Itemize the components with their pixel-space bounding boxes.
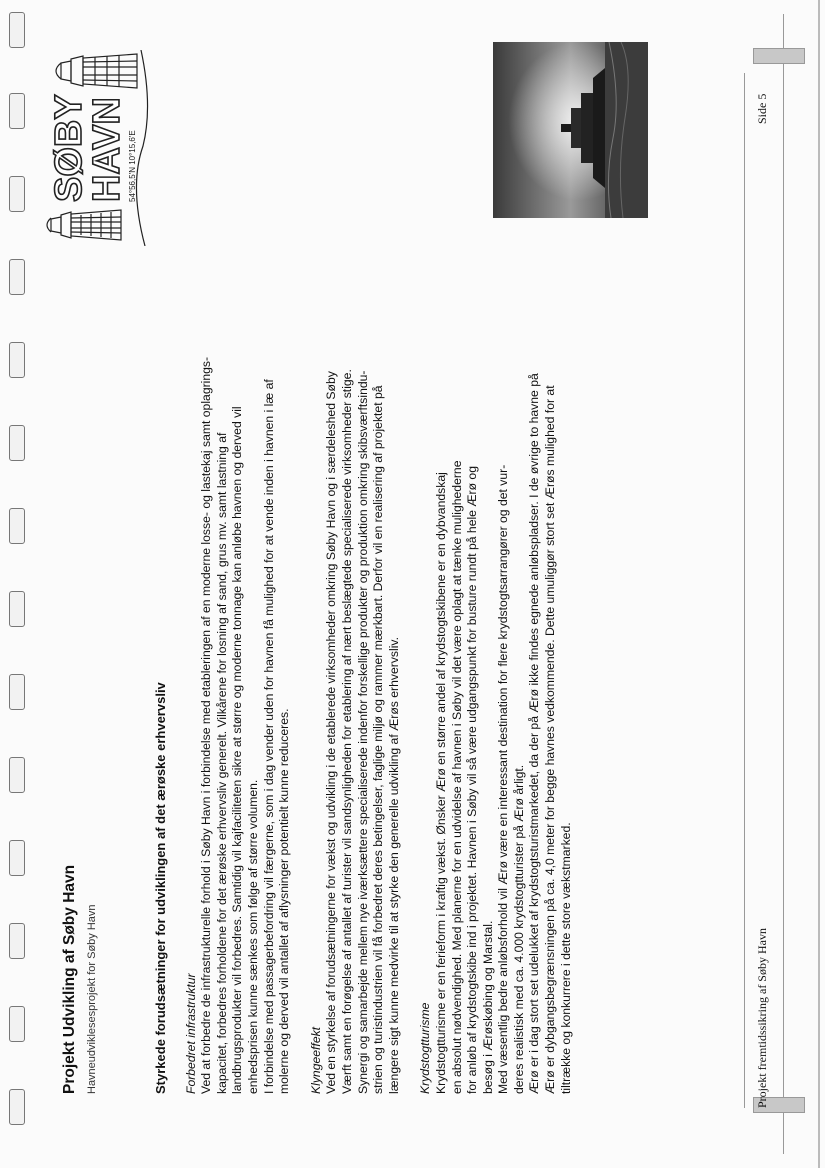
landscape-page (48, 18, 796, 1108)
body-line: Ved at forbedre de infrastrukturelle forhold i Søby Havn i forbindelse med etableringen af en moderne losse- og lastekaj samt oplagrings- (199, 356, 214, 1094)
logo-coordinates: 54°56,5'N 10°15,6'E (128, 130, 137, 202)
binder-hole (9, 93, 25, 129)
body-line: molerne og derved vil antallet af aflysninger potentielt kunne reduceres. (277, 708, 292, 1094)
page-title: Projekt Udvikling af Søby Havn (61, 864, 78, 1094)
body-line: Med væsentlig bedre anløbsforhold vil Ærø være en interessant destination for flere krydstogtsarrangører og det vur- (496, 464, 511, 1094)
binder-hole (9, 259, 25, 295)
body-line: deres realistisk med ca. 4.000 krydstogtturister på Ærø årligt. (511, 764, 526, 1094)
body-line: landbrugsprodukter vil forbedres. Samtidig vil kajfaciliteten sikre at større og moderne tonnage kan anløbe havnen og derved vil (230, 406, 245, 1094)
body-line: I forbindelse med passagerbefordring vil færgerne, som i dag vender uden for havnen få mulighed for at vende inden i havnen i læ af (261, 379, 276, 1094)
section-heading: Forbedret infrastruktur (183, 973, 198, 1094)
footer-rule (744, 73, 745, 1108)
body-line: længere sigt kunne medvirke til at styrke den generelle udvikling af Ærøs erhvervsliv. (386, 636, 401, 1094)
binder-hole (9, 508, 25, 544)
body-line: Værft samt en forøgelse af antallet af turister vil sandsynligheden for etablering af nært beslægtede specialiserede virksomheder stige. (339, 369, 354, 1094)
body-line: Synergi og samarbejde mellem nye iværksættere specialiserede indenfor forskellige produkter og produktion omkring skibsværftsindu- (355, 370, 370, 1094)
page-number: Side 5 (755, 93, 769, 124)
section-klyngeeffekt (309, 214, 403, 1094)
logo-line-2: HAVN (86, 97, 128, 202)
body-line: strien og turistindustrien vil få forbedret deres betingelser, faglige miljø og rammer mærkbart. Derfor vil en realisering af projektet på (371, 385, 386, 1094)
page-subtitle: Havneudviklesesprojekt for Søby Havn (86, 904, 98, 1094)
main-content (153, 214, 590, 1094)
binder-hole (9, 923, 25, 959)
body-line: Krydstogtturisme er en ferieform i kraftig vækst. Ønsker Ærø en større andel af krydstogtskibene er en dybvandskaj (433, 472, 448, 1094)
body-line: for anløb af krydstogtskibe ind i projektet. Havnen i Søby vil så være udgangspunkt for busture rundt på hele Ærø og (465, 466, 480, 1094)
body-line: kapacitet, forbedres forholdene for det ærøske erhvervsliv generelt. Vilkårene for losning af sand, grus mv. samt lastning af (214, 432, 229, 1094)
body-line: tiltrække og konkurrere i dette store vækstmarked. (558, 822, 573, 1094)
binder-hole (9, 425, 25, 461)
logo-line-1: SØBY (48, 94, 90, 202)
binder-hole (9, 757, 25, 793)
section-infrastruktur (184, 214, 293, 1094)
cruise-ship-photo (493, 42, 648, 218)
body-line: en absolut nødvendighed. Med planerne for en udvidelse af havnen i Søby vil det være oplagt at tænke mulighederne (449, 460, 464, 1094)
binder-hole (9, 1006, 25, 1042)
binder-hole (9, 591, 25, 627)
binder-hole (9, 176, 25, 212)
section-main-heading: Styrkede forudsætninger for udviklingen af det ærøske erhvervsliv (153, 682, 168, 1094)
section-heading: Krydstogtturisme (418, 1002, 433, 1094)
binder-hole (9, 840, 25, 876)
body-line: enhedsprisen kunne sænkes som følge af større volumen. (245, 779, 260, 1094)
body-line: Ærø er i dag stort set udelukket af krydstogtsturistmarkedet, da der på Ærø ikke findes egnede anløbspladser. I de øvrige to havne på (527, 373, 542, 1094)
footer-text: Projekt fremtidssikring af Søby Havn (755, 928, 769, 1108)
body-line: Ærø er dybgangsbegrænsningen på ca. 4,0 meter for begge havnes vedkommende. Dette umuliggør stort set Ærøs mulighed for at (543, 385, 558, 1094)
section-heading: Klyngeeffekt (308, 1026, 323, 1094)
binder-hole (9, 12, 25, 48)
binder-hole (9, 342, 25, 378)
binder-hole (9, 674, 25, 710)
page-edge (818, 0, 820, 1168)
binder-holes (0, 0, 40, 1168)
section-krydstogtturisme (418, 214, 574, 1094)
soby-havn-logo (41, 50, 153, 246)
binder-hole (9, 1089, 25, 1125)
body-line: besøg i Ærøskøbing og Marstal. (480, 920, 495, 1094)
body-line: Ved en styrkelse af forudsætningerne for vækst og udvikling i de etablerede virksomheder omkring Søby Havn og i særdeleshed Søby (324, 371, 339, 1094)
